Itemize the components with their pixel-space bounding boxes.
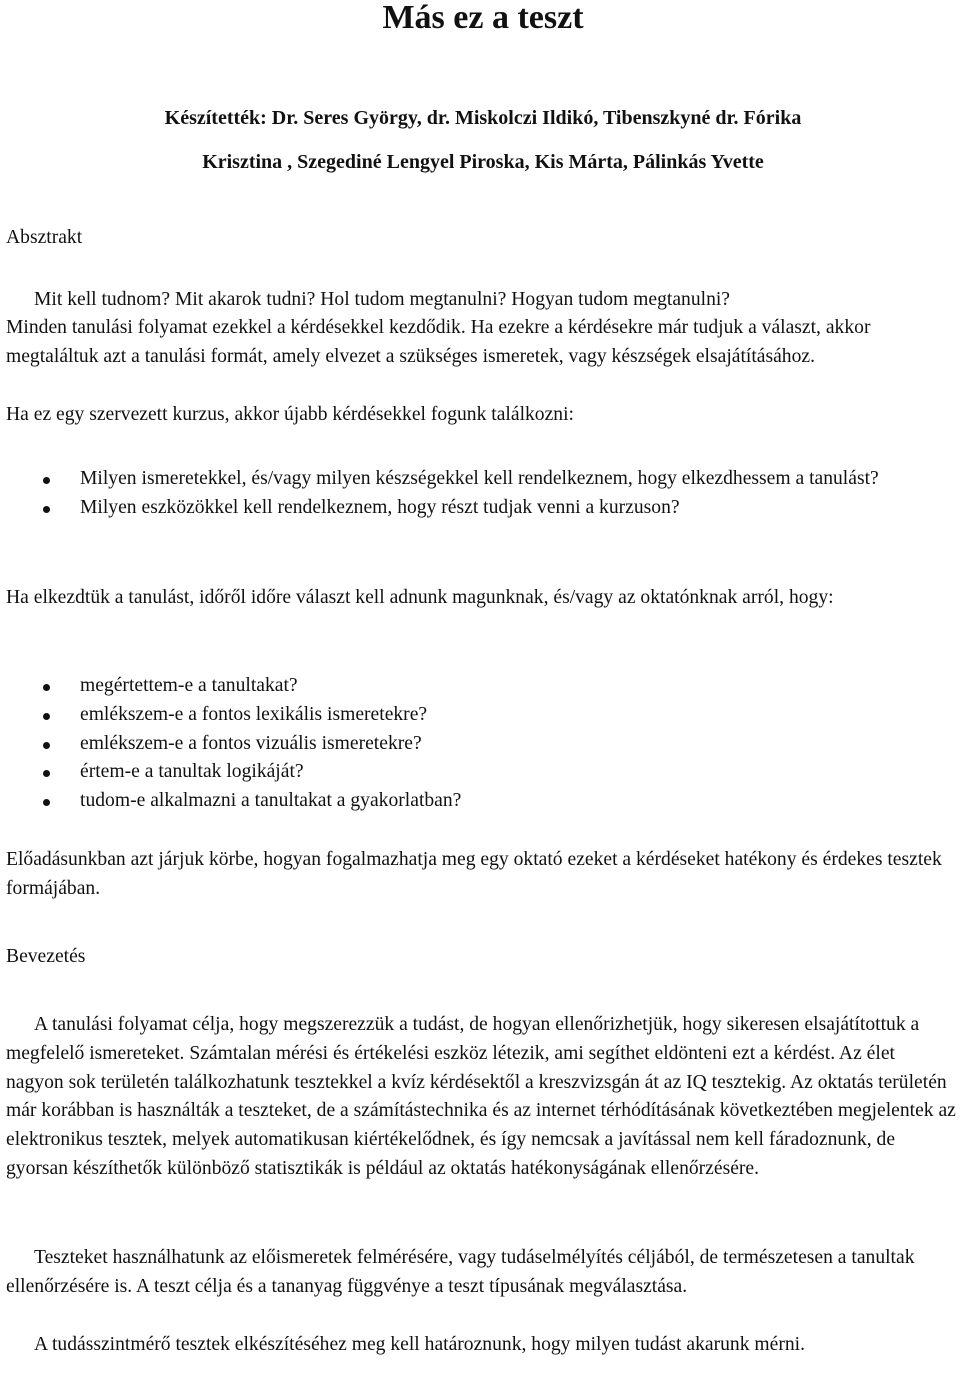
introduction-paragraph-3: A tudásszintmérő tesztek elkészítéséhez meg kell határoznunk, hogy milyen tudást akarunk mérni.: [34, 1334, 805, 1355]
bullet-icon: [43, 684, 50, 691]
abstract-paragraph-2: Ha ez egy szervezett kurzus, akkor újabb kérdésekkel fogunk találkozni:: [6, 404, 574, 425]
list-item-text: emlékszem-e a fontos lexikális ismeretekre?: [80, 703, 428, 725]
abstract-paragraph-1: Minden tanulási folyamat ezekkel a kérdésekkel kezdődik. Ha ezekre a kérdésekre már tudjuk a választ, akkor megtaláltuk azt a tanulási formát, amely elvezet a szükséges ismeretek, vagy készségek elsajátításához.: [6, 317, 871, 367]
list-item-text: emlékszem-e a fontos vizuális ismeretekre?: [80, 732, 422, 754]
list-item-text: Milyen ismeretekkel, és/vagy milyen készségekkel kell rendelkeznem, hogy elkezdhessem a tanulást?: [80, 468, 879, 489]
list-item: [6, 730, 956, 759]
author-line-2: Krisztina , Szegediné Lengyel Piroska, Kis Márta, Pálinkás Yvette: [202, 151, 764, 173]
author-block: [0, 96, 960, 184]
list-item: [6, 672, 956, 701]
self-check-question-list: [6, 672, 956, 816]
prerequisite-question-list: [6, 465, 956, 523]
introduction-paragraph-1: A tanulási folyamat célja, hogy megszerezzük a tudást, de hogyan ellenőrizhetjük, hogy sikeresen elsajátítottuk a megfelelő ismereteket. Számtalan mérési és értékelési eszköz létezik, ami segíthet eldönteni ezt a kérdést. Az élet nagyon sok területén találkozhatunk tesztekkel a kvíz kérdésektől a kreszvizsgán át az IQ tesztekig. Az oktatás területén már korábban is használták a teszteket, de a számítástechnika és az internet térhódításának következtében megjelentek az elektronikus tesztek, melyek automatikusan kiértékelődnek, és így nemcsak a javítással nem kell fáradoznunk, de gyorsan készíthetők különböző statisztikák is például az oktatás hatékonyságának ellenőrzésére.: [6, 1014, 956, 1179]
bullet-icon: [43, 799, 50, 806]
list-item-text: megértettem-e a tanultakat?: [80, 675, 298, 696]
list-item: [6, 465, 956, 494]
bullet-icon: [43, 770, 50, 777]
list-item: [6, 701, 956, 730]
bullet-icon: [43, 713, 50, 720]
abstract-questions: Mit kell tudnom? Mit akarok tudni? Hol tudom megtanulni? Hogyan tudom megtanulni?: [34, 289, 731, 310]
bullet-icon: [43, 477, 50, 484]
list-item-text: tudom-e alkalmazni a tanultakat a gyakorlatban?: [80, 790, 462, 812]
bullet-icon: [43, 506, 50, 513]
introduction-heading: Bevezetés: [6, 946, 86, 967]
list-item-text: Milyen eszközökkel kell rendelkeznem, hogy részt tudjak venni a kurzuson?: [80, 496, 680, 518]
list-item: [6, 787, 956, 816]
bullet-icon: [43, 742, 50, 749]
list-item-text: értem-e a tanultak logikáját?: [80, 761, 304, 783]
author-line-1: Készítették: Dr. Seres György, dr. Miskolczi Ildikó, Tibenszkyné dr. Fórika: [164, 107, 802, 129]
list-item: [6, 494, 956, 523]
abstract-paragraph-3: Ha elkezdtük a tanulást, időről időre választ kell adnunk magunknak, és/vagy az oktatónknak arról, hogy:: [6, 587, 834, 608]
abstract-paragraph-4: Előadásunkban azt járjuk körbe, hogyan fogalmazhatja meg egy oktató ezeket a kérdéseket hatékony és érdekes tesztek formájában.: [6, 849, 942, 899]
introduction-paragraph-2: Teszteket használhatunk az előismeretek felmérésére, vagy tudáselmélyítés céljából, de természetesen a tanultak ellenőrzésére is. A teszt célja és a tananyag függvénye a teszt típusának megválasztása.: [6, 1247, 915, 1297]
list-item: [6, 758, 956, 787]
page-title: Más ez a teszt: [382, 0, 584, 36]
abstract-heading: Absztrakt: [6, 227, 83, 248]
